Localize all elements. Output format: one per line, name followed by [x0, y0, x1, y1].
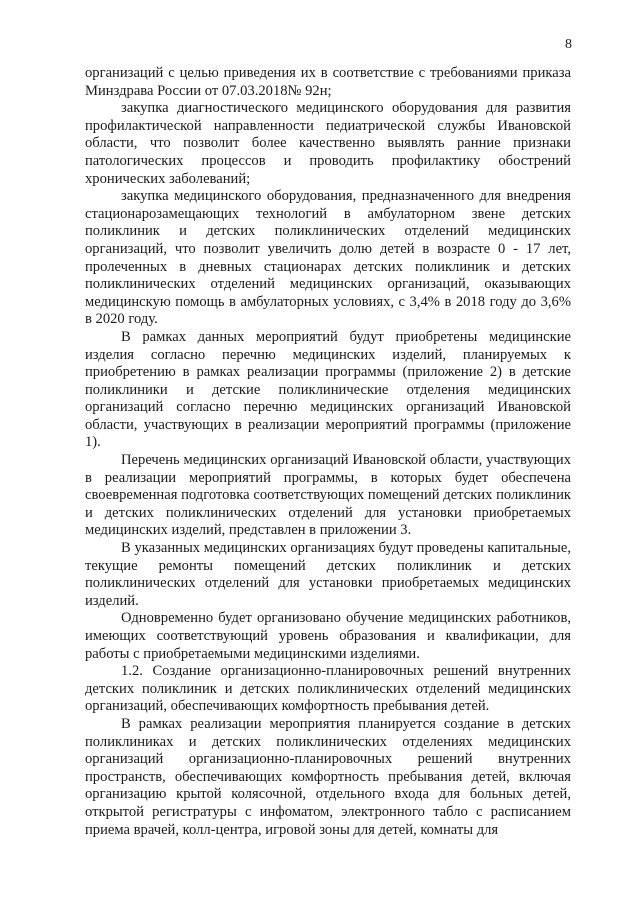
section-heading-1-2: 1.2. Создание организационно-планировочных решений внутренних детских поликлиник и детских поликлинических отделений медицинских организаций, обеспечивающих комфортность пребывания детей.: [85, 663, 571, 715]
paragraph-planning-solutions: В рамках реализации мероприятия планируется создание в детских поликлиниках и детских поликлинических отделениях медицинских организаций организационно-планировочных решений внутренних пространств, обеспечивающих комфортность пребывания детей, включая организацию крытой колясочной, отдельного входа для больных детей, открытой регистратуры с инфоматом, электронного табло с расписанием приема врачей, колл-центра, игровой зоны для детей, комнаты для: [85, 715, 571, 838]
paragraph-diagnostic-equipment: закупка диагностического медицинского оборудования для развития профилактической направленности педиатрической службы Ивановской области, что позволит более качественно выявлять ранние признаки патологических процессов и проводить профилактику обострений хронических заболеваний;: [85, 100, 571, 187]
paragraph-training: Одновременно будет организовано обучение медицинских работников, имеющих соответствующий уровень образования и квалификации, для работы с приобретаемыми медицинскими изделиями.: [85, 610, 571, 662]
page-number: 8: [565, 37, 572, 52]
document-body: [85, 65, 571, 839]
paragraph-repairs: В указанных медицинских организациях будут проведены капитальные, текущие ремонты помещений детских поликлиник и детских поликлинических отделений для установки приобретаемых медицинских изделий.: [85, 540, 571, 609]
paragraph-continuation: организаций с целью приведения их в соответствие с требованиями приказа Минздрава России от 07.03.2018№ 92н;: [85, 65, 571, 99]
paragraph-purchased-devices: В рамках данных мероприятий будут приобретены медицинские изделия согласно перечню медицинских изделий, планируемых к приобретению в рамках реализации программы (приложение 2) в детские поликлиники и детские поликлинические отделения медицинских организаций согласно перечню медицинских организаций Ивановской области, участвующих в реализации мероприятий программы (приложение 1).: [85, 328, 571, 451]
paragraph-organizations-list: Перечень медицинских организаций Ивановской области, участвующих в реализации мероприятий программы, в которых будет обеспечена своевременная подготовка соответствующих помещений детских поликлиник и детских поликлинических отделений для установки приобретаемых медицинских изделий, представлен в приложении 3.: [85, 452, 571, 539]
paragraph-medical-equipment: закупка медицинского оборудования, предназначенного для внедрения стационарозамещающих технологий в амбулаторном звене детских поликлиник и детских поликлинических отделений медицинских организаций, что позволит увеличить долю детей в возрасте 0 - 17 лет, пролеченных в дневных стационарах детских поликлиник и детских поликлинических отделений медицинских организаций, оказывающих медицинскую помощь в амбулаторных условиях, с 3,4% в 2018 году до 3,6% в 2020 году.: [85, 188, 571, 328]
